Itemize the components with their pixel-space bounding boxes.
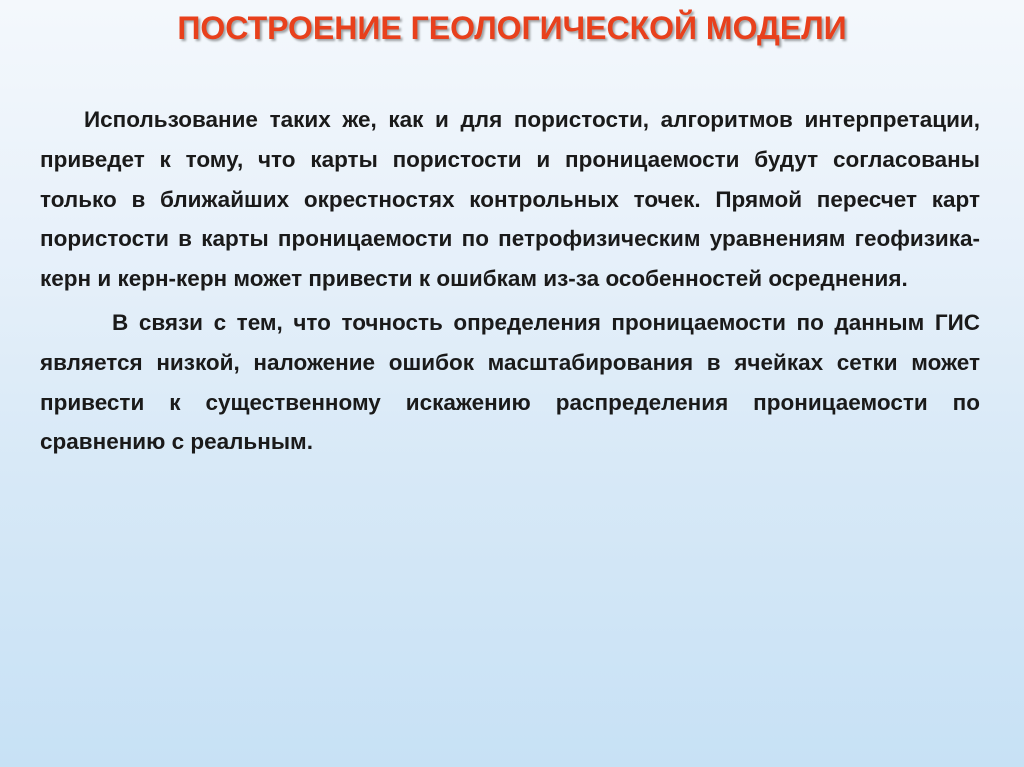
body-paragraph-1: Использование таких же, как и для пористости, алгоритмов интерпретации, приведет к тому, что карты пористости и проницаемости будут согласованы только в ближайших окрестностях контрольных точек. Прямой пересчет карт пористости в карты проницаемости по петрофизическим уравнениям геофизика-керн и керн-керн может привести к ошибкам из-за особенностей осреднения. [40, 107, 980, 292]
slide-body [40, 100, 980, 466]
body-paragraph-2: В связи с тем, что точность определения проницаемости по данным ГИС является низкой, наложение ошибок масштабирования в ячейках сетки может привести к существенному искажению распределения проницаемости по сравнению с реальным. [40, 309, 980, 455]
slide-title: ПОСТРОЕНИЕ ГЕОЛОГИЧЕСКОЙ МОДЕЛИ [177, 10, 847, 46]
